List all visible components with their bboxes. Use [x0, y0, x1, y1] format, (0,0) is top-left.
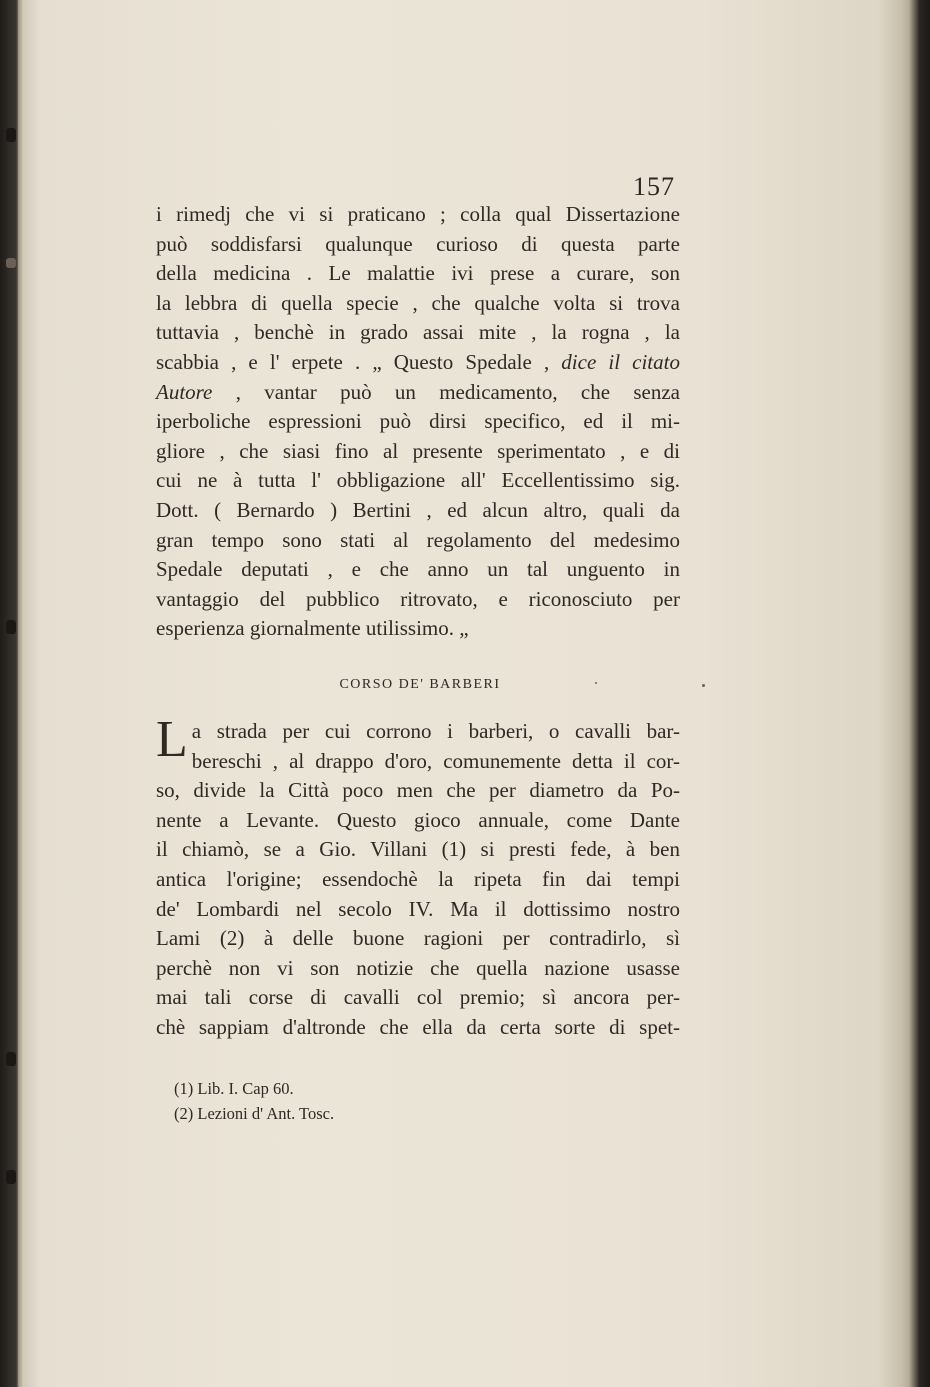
text-line-with-italic: [156, 348, 680, 378]
binding-mark: [6, 620, 16, 634]
footnote-1: (1) Lib. I. Cap 60.: [174, 1079, 294, 1098]
text-line: gran tempo sono stati al regolamento del medesimo: [156, 527, 680, 552]
text-line: bereschi , al drappo d'oro, comunemente detta il cor-: [191, 748, 680, 773]
text-line: Dott. ( Bernardo ) Bertini , ed alcun altro, quali da: [156, 497, 680, 522]
text-line: antica l'origine; essendochè la ripeta fin dai tempi: [156, 866, 680, 891]
binding-mark: [6, 1170, 16, 1184]
text-run: scabbia , e l' erpete . „ Questo Spedale ,: [156, 349, 562, 374]
page-number: 157: [633, 172, 675, 201]
drop-cap: L: [156, 711, 188, 768]
text-line: de' Lombardi nel secolo IV. Ma il dottissimo nostro: [156, 896, 680, 921]
text-line: i rimedj che vi si praticano ; colla qual Dissertazione: [156, 202, 680, 226]
italic-run: dice il citato: [561, 349, 680, 374]
binding-mark: [6, 1052, 16, 1066]
binding-mark: [6, 128, 16, 142]
binding-mark: [6, 258, 16, 268]
text-line-with-italic: [156, 378, 680, 408]
text-run: , vantar può un medicamento, che senza: [212, 379, 680, 404]
text-line: vantaggio del pubblico ritrovato, e riconosciuto per: [156, 586, 680, 611]
section-heading: CORSO DE' BARBERI: [339, 677, 501, 692]
italic-run: Autore: [156, 379, 213, 404]
text-line: può soddisfarsi qualunque curioso di questa parte: [156, 231, 680, 256]
page-right-edge: [900, 0, 930, 1387]
text-line: la lebbra di quella specie , che qualche volta si trova: [156, 290, 680, 315]
text-line: Lami (2) à delle buone ragioni per contradirlo, sì: [156, 926, 680, 951]
text-line: tuttavia , benchè in grado assai mite , la rogna , la: [156, 320, 680, 345]
page-gutter-edge: [18, 0, 24, 1387]
text-line: iperboliche espressioni può dirsi specifico, ed il mi-: [156, 409, 680, 434]
text-line: Spedale deputati , e che anno un tal unguento in: [156, 557, 680, 582]
text-line: chè sappiam d'altronde che ella da certa sorte di spet-: [156, 1014, 680, 1039]
text-line: perchè non vi son notizie che quella nazione usasse: [156, 955, 680, 980]
text-line: gliore , che siasi fino al presente sperimentato , e di: [156, 438, 680, 463]
footnote-2: (2) Lezioni d' Ant. Tosc.: [174, 1104, 335, 1123]
text-line: della medicina . Le malattie ivi prese a curare, son: [156, 261, 680, 286]
text-line: cui ne à tutta l' obbligazione all' Eccellentissimo sig.: [156, 468, 680, 493]
paragraph-2: [156, 711, 680, 1043]
paragraph-1: [156, 200, 680, 644]
text-line: nente a Levante. Questo gioco annuale, come Dante: [156, 807, 680, 832]
text-line: esperienza giornalmente utilissimo. „: [156, 616, 469, 641]
text-line: mai tali corse di cavalli col premio; sì ancora per-: [156, 985, 680, 1010]
text-line: il chiamò, se a Gio. Villani (1) si presti fede, à ben: [156, 837, 680, 862]
footnotes: [174, 1076, 334, 1126]
text-line: so, divide la Città poco men che per diametro da Po-: [156, 778, 680, 803]
text-run: a strada per cui corrono i barberi, o cavalli bar-: [191, 719, 680, 743]
